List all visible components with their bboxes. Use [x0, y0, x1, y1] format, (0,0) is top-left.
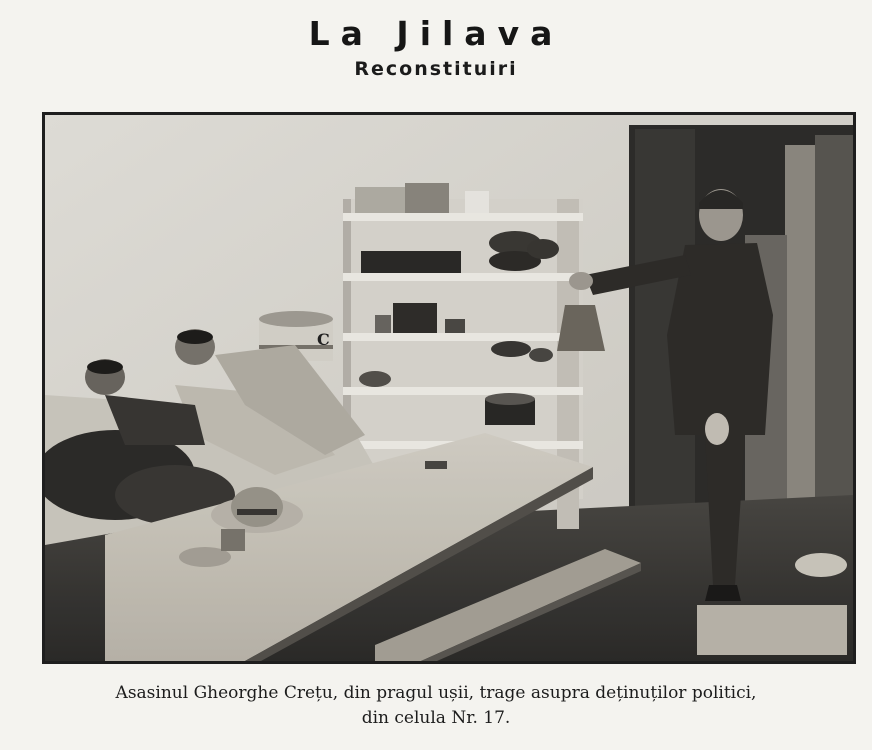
hat-box-label: C — [317, 330, 330, 349]
page-subtitle: Reconstituiri — [354, 58, 518, 80]
photo-caption — [0, 681, 872, 731]
photograph-illustration — [45, 115, 853, 661]
caption-line-2: din celula Nr. 17. — [361, 708, 511, 728]
page-title: La Jilava — [308, 14, 564, 53]
caption-line-1: Asasinul Gheorghe Crețu, din pragul ușii, trage asupra deținuților politici, — [115, 683, 757, 703]
photograph — [42, 112, 856, 664]
